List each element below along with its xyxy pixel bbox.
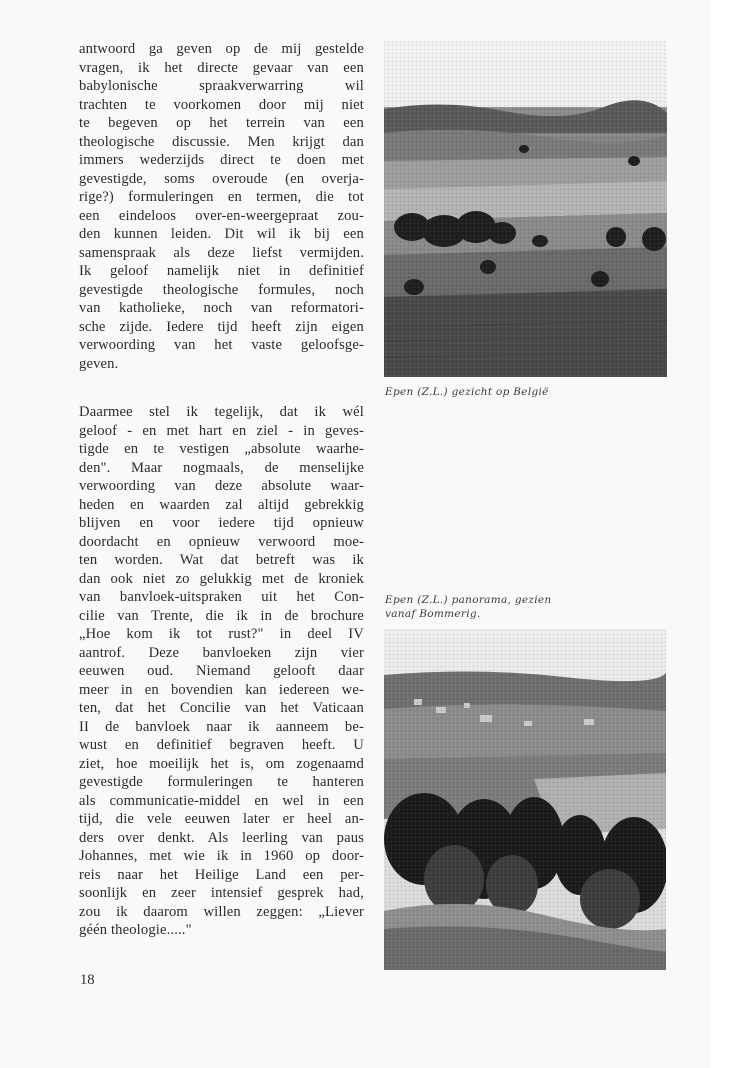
text-line: een eindeloos over-en-weergepraat zou- xyxy=(79,207,364,224)
text-line: Ik geloof namelijk niet in definitief xyxy=(79,263,364,279)
photo-caption-2-line-1: Epen (Z.L.) panorama, gezien xyxy=(385,594,552,606)
text-line: verwoording van deze absolute waar- xyxy=(79,478,364,494)
text-line: soonlijk en zeer intensief gesprek had, xyxy=(79,885,364,901)
text-line: „Hoe kom ik tot rust?" in deel IV xyxy=(79,626,364,642)
text-line: verwoording van het vaste geloofsge- xyxy=(79,337,364,353)
text-line: gevestigde theologische formules, noch xyxy=(79,281,364,298)
text-line: den". Maar nogmaals, de menselijke xyxy=(79,459,364,476)
text-line: samenspraak als deze liefst vermijden. xyxy=(79,244,364,261)
photo-caption-1: Epen (Z.L.) gezicht op België xyxy=(385,386,549,398)
text-line: II de banvloek naar ik aanneem be- xyxy=(79,718,364,735)
text-line: meer in en bovendien kan iedereen we- xyxy=(79,681,364,698)
page-number: 18 xyxy=(80,972,95,988)
paragraph-1 xyxy=(79,40,364,373)
text-line: te begeven op het terrein van een xyxy=(79,115,364,131)
text-line: Johannes, met wie ik in 1960 op door- xyxy=(79,848,364,864)
text-column xyxy=(79,40,364,940)
text-line: antwoord ga geven op de mij gestelde xyxy=(79,41,364,57)
text-line: tijd, die vele eeuwen later er heel an- xyxy=(79,811,364,827)
text-line: géén theologie....." xyxy=(79,922,192,938)
text-line: gevestigde formuleringen te hanteren xyxy=(79,774,364,790)
text-line: ziet, hoe moeilijk het is, om zogenaamd xyxy=(79,755,364,772)
text-line: rige?) formuleringen en termen, die tot xyxy=(79,189,364,205)
photo-caption-2 xyxy=(385,593,665,621)
text-line: wust en definitief begraven heeft. U xyxy=(79,737,364,753)
text-line: cilie van Trente, die ik in de brochure xyxy=(79,607,364,624)
text-line: tigde en te vestigen „absolute waarhe- xyxy=(79,441,364,457)
text-line: ten worden. Wat dat betreft was ik xyxy=(79,552,364,568)
text-line: gevestigde, soms overoude (en overja- xyxy=(79,170,364,187)
text-line: van katholieke, noch van reformatori- xyxy=(79,300,364,316)
panorama-photo-bommerig xyxy=(384,629,666,970)
text-line: als communicatie-middel en wel in een xyxy=(79,792,364,809)
text-line: theologische discussie. Men krijgt dan xyxy=(79,133,364,150)
text-line: geloof - en met hart en ziel - in geves- xyxy=(79,422,364,439)
text-line: eeuwen oud. Niemand gelooft daar xyxy=(79,663,364,679)
text-line: aantrof. Deze banvloeken zijn vier xyxy=(79,644,364,661)
text-line: vragen, ik het directe gevaar van een xyxy=(79,59,364,76)
text-line: van banvloek-uitspraken uit het Con- xyxy=(79,589,364,605)
text-line: zou ik daarom willen zeggen: „Liever xyxy=(79,903,364,920)
text-line: geven. xyxy=(79,355,119,372)
landscape-photo-belgium xyxy=(384,41,667,377)
text-line: reis naar het Heilige Land een per- xyxy=(79,866,364,883)
text-line: ten, dat het Concilie van het Vaticaan xyxy=(79,700,364,716)
photo-caption-2-line-2: vanaf Bommerig. xyxy=(385,608,481,620)
text-line: Daarmee stel ik tegelijk, dat ik wél xyxy=(79,404,364,420)
text-line: sche zijde. Iedere tijd heeft zijn eigen xyxy=(79,318,364,335)
text-line: heden en waarden zal altijd gebrekkig xyxy=(79,496,364,513)
text-line: den kunnen leiden. Dit wil ik bij een xyxy=(79,226,364,242)
text-line: ders over denkt. Als leerling van paus xyxy=(79,829,364,846)
paragraph-2 xyxy=(79,403,364,940)
text-line: blijven en voor iedere tijd opnieuw xyxy=(79,515,364,531)
text-line: dan ook niet zo gelukkig met de kroniek xyxy=(79,570,364,587)
text-line: immers wederzijds direct te doen met xyxy=(79,152,364,168)
text-line: trachten te voorkomen door mij niet xyxy=(79,96,364,113)
text-line: babylonische spraakverwarring wil xyxy=(79,78,364,94)
text-line: doordacht en opnieuw verwoord moe- xyxy=(79,533,364,550)
